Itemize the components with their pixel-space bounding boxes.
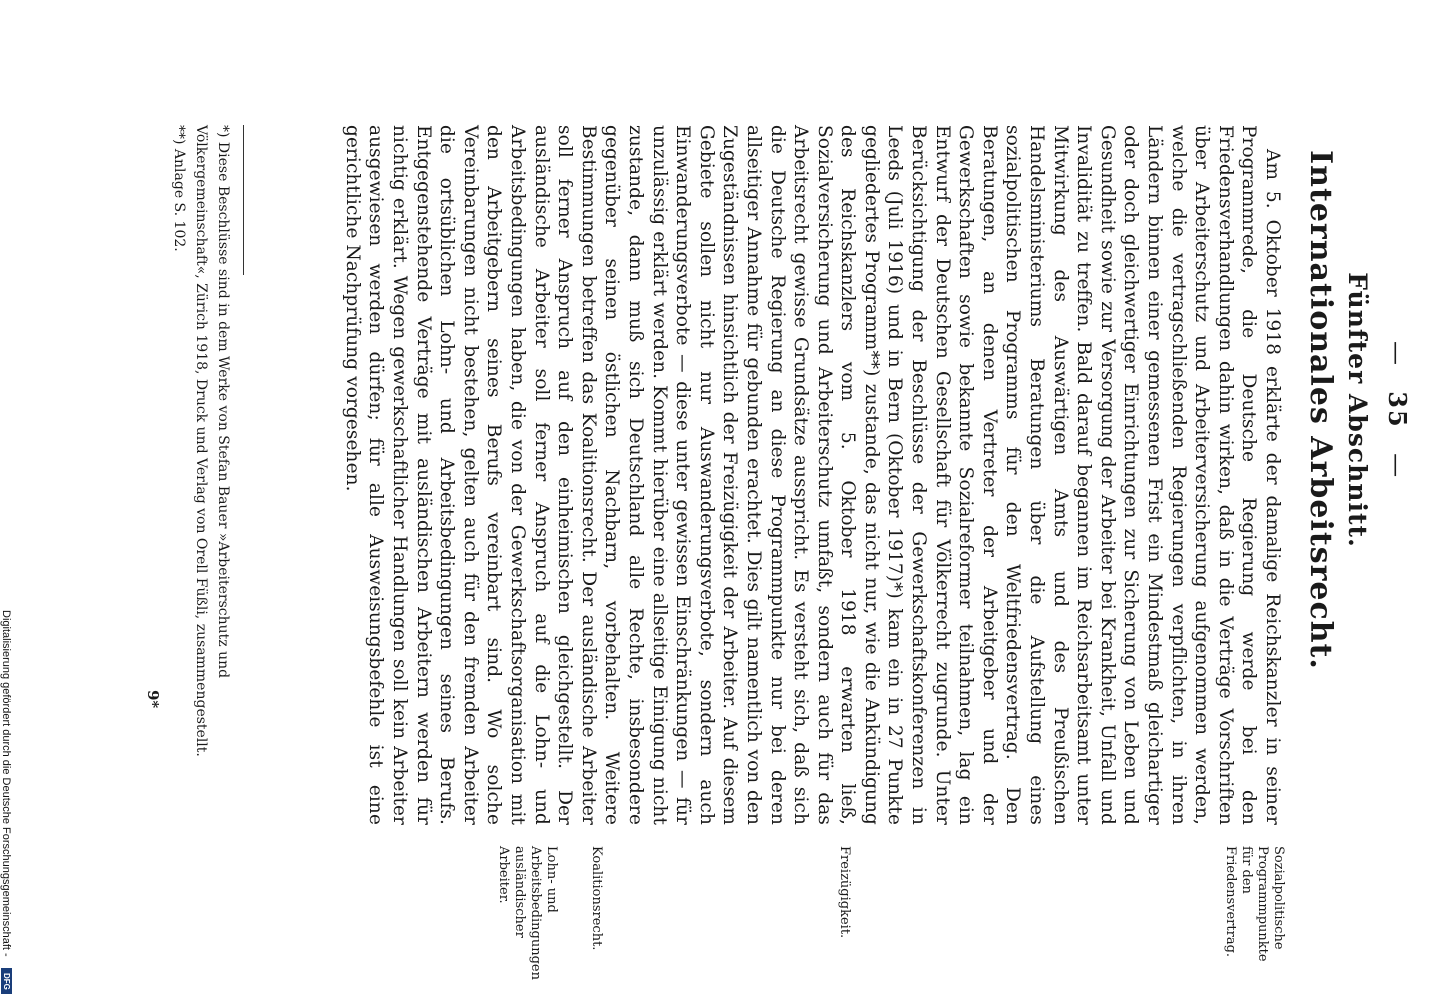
margin-note-program: Sozialpolitische Programmpunkte für den Friedensvertrag.: [1223, 846, 1286, 962]
header-dash-right: —: [1383, 453, 1411, 480]
credit-text: Digitalisierung gefördert durch die Deutsche Forschungsgemeinschaft -: [0, 610, 12, 957]
dfg-logo-icon: DFG: [1, 968, 12, 994]
footnote-1: *) Diese Beschlüsse sind in dem Werke von Stefan Bauer »Arbeiterschutz und Völkergemeinschaft«, Zürich 1918, Druck und Verlag von Orell Füßli, zusammengestellt.: [193, 125, 231, 757]
footnote-2: **) Anlage S. 102.: [171, 125, 187, 252]
margin-note-freizuegigkeit: Freizügigkeit.: [837, 846, 852, 939]
page-number: 35: [1383, 391, 1412, 429]
chapter-heading: Fünfter Abschnitt.: [1343, 272, 1372, 548]
body-text: [340, 125, 1284, 825]
margin-note-koalitionsrecht: Koalitionsrecht.: [589, 846, 604, 951]
header-dash-left: —: [1383, 340, 1411, 367]
body-paragraph: Am 5. Oktober 1918 erklärte der damalige Reichskanzler in seiner Programmrede, die Deutsche Regierung werde bei den Friedensverhandlungen dahin wirken, daß in die Verträge Vorschriften über Arbeiterschutz und Arbeiterversicherung aufgenommen werden, welche die vertragschließenden Regierungen verpflichten, in ihren Ländern binnen einer gemessenen Frist ein Mindestmaß gleichartiger oder doch gleichwertiger Einrichtungen zur Sicherung von Leben und Gesundheit sowie zur Versorgung der Arbeiter bei Krankheit, Unfall und Invalidität zu treffen. Bald darauf begannen im Reichsarbeitsamt unter Mitwirkung des Auswärtigen Amts und des Preußischen Handelsministeriums Beratungen über die Aufstellung eines sozialpolitischen Programms für den Weltfriedensvertrag. Den Beratungen, an denen Vertreter der Arbeitgeber und der Gewerkschaften sowie bekannte Sozialreformer teilnahmen, lag ein Entwurf der Deutschen Gesellschaft für Völkerrecht zugrunde. Unter Berücksichtigung der Beschlüsse der Gewerkschaftskonferenzen in Leeds (Juli 1916) und in Bern (Oktober 1917)*) kam ein in 27 Punkte gegliedertes Programm**) zustande, das nicht nur, wie die Ankündigung des Reichskanzlers vom 5. Oktober 1918 erwarten ließ, Sozialversicherung und Arbeiterschutz umfaßt, sondern auch für das Arbeitsrecht gewisse Grundsätze ausspricht. Es versteht sich, daß sich die Deutsche Regierung an diese Programmpunkte nur bei deren allseitiger Annahme für gebunden erachtet. Dies gilt namentlich von den Zugeständnissen hinsichtlich der Freizügigkeit der Arbeiter. Auf diesem Gebiete sollen nicht nur Auswanderungsverbote, sondern auch Einwanderungsverbote — diese unter gewissen Einschränkungen — für unzulässig erklärt werden. Kommt hierüber eine allseitige Einigung nicht zustande, dann muß sich Deutschland alle Rechte, insbesondere gegenüber seinen östlichen Nachbarn, vorbehalten. Weitere Bestimmungen betreffen das Koalitionsrecht. Der ausländische Arbeiter soll ferner Anspruch auf den einheimischen gleichgestellt. Der ausländische Arbeiter soll ferner Anspruch auf die Lohn- und Arbeitsbedingungen haben, die von der Gewerkschaftsorganisation mit den Arbeitgebern seines Berufs vereinbart sind. Wo solche Vereinbarungen nicht bestehen, gelten auch für den fremden Arbeiter die ortsüblichen Lohn- und Arbeitsbedingungen seines Berufs. Entgegenstehende Verträge mit ausländischen Arbeitern werden für nichtig erklärt. Wegen gewerkschaftlicher Handlungen soll kein Arbeiter ausgewiesen werden dürfen; für alle Ausweisungsbefehle ist eine gerichtliche Nachprüfung vorgesehen.: [341, 125, 1283, 825]
section-title: Internationales Arbeitsrecht.: [1303, 150, 1338, 670]
margin-note-lohn: Lohn- und Arbeitsbedingungen ausländischer Arbeiter.: [496, 846, 559, 980]
footnote-divider: [243, 125, 244, 275]
signature-mark: 9*: [144, 690, 162, 709]
page-header: [1383, 0, 1412, 820]
